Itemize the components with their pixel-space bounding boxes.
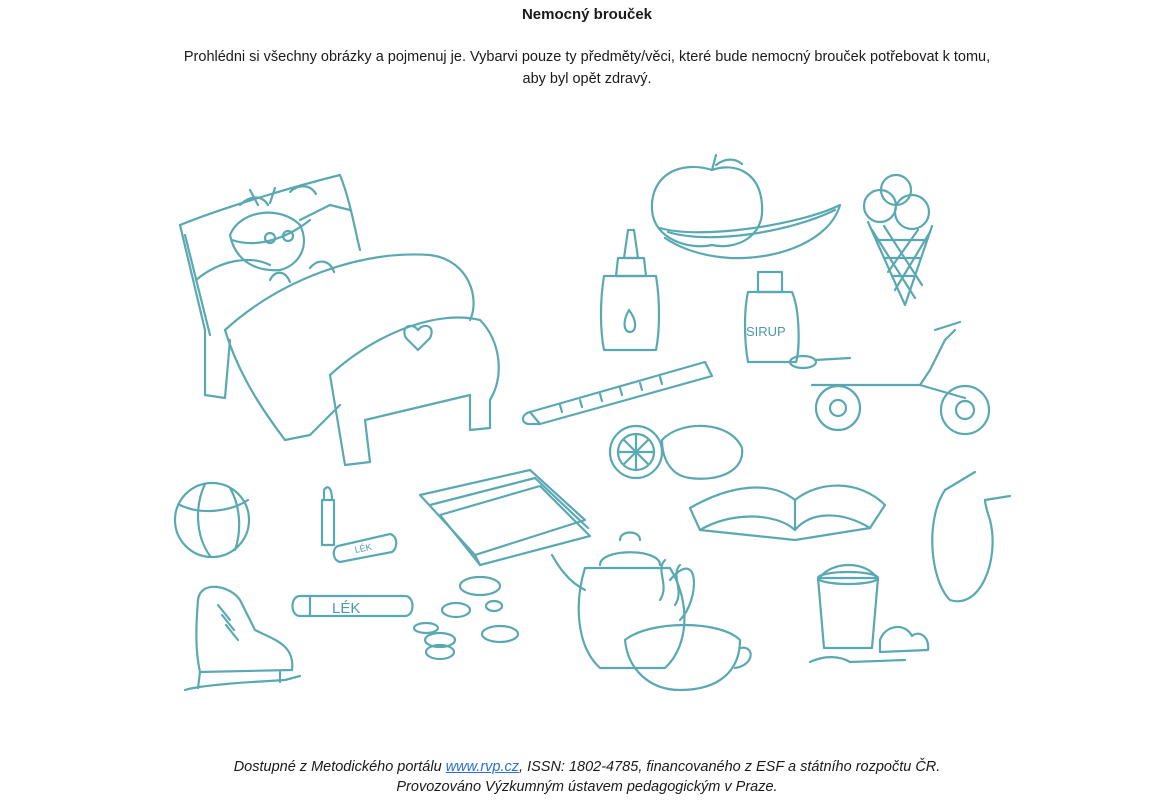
sand-bucket-and-shovel bbox=[810, 565, 928, 662]
apple-and-banana bbox=[652, 155, 840, 258]
syrup-bottle bbox=[745, 272, 850, 368]
lemon bbox=[610, 426, 742, 479]
medicine-label: LÉK bbox=[332, 600, 361, 617]
tissue-stack bbox=[420, 470, 590, 565]
medicine-tube bbox=[293, 596, 413, 617]
footer-credit bbox=[0, 757, 1174, 797]
ice-skate bbox=[185, 587, 300, 690]
eye-drop-bottle bbox=[601, 230, 659, 350]
ice-cream-cone bbox=[864, 175, 932, 305]
pills bbox=[414, 577, 518, 659]
syrup-label: SIRUP bbox=[746, 324, 786, 339]
instruction-line-1: Prohlédni si všechny obrázky a pojmenuj je. Vybarvi pouze ty předměty/věci, které bude nemocný brouček potřebovat k tomu, bbox=[183, 49, 991, 65]
open-book bbox=[690, 486, 885, 540]
bed-with-sick-bug bbox=[180, 175, 499, 465]
teapot-and-tea-cup bbox=[552, 533, 751, 691]
rvp-portal-link[interactable]: www.rvp.cz bbox=[445, 759, 520, 775]
instruction-line-2: aby byl opět zdravý. bbox=[522, 71, 652, 87]
jump-rope bbox=[932, 472, 1010, 601]
footer-line-2: Provozováno Výzkumným ústavem pedagogickým v Praze. bbox=[396, 779, 778, 795]
scooter bbox=[812, 322, 989, 434]
worksheet-title: Nemocný brouček bbox=[521, 6, 653, 23]
thermometer bbox=[523, 362, 712, 424]
lip-balm bbox=[322, 487, 396, 562]
footer-line-1 bbox=[0, 757, 1174, 777]
footer-text-after-link: , ISSN: 1802-4785, financovaného z ESF a státního rozpočtu ČR. bbox=[519, 759, 941, 775]
footer-text-before-link: Dostupné z Metodického portálu bbox=[233, 759, 446, 775]
lip-balm-label: LÉK bbox=[353, 541, 373, 555]
beach-ball bbox=[175, 483, 249, 557]
